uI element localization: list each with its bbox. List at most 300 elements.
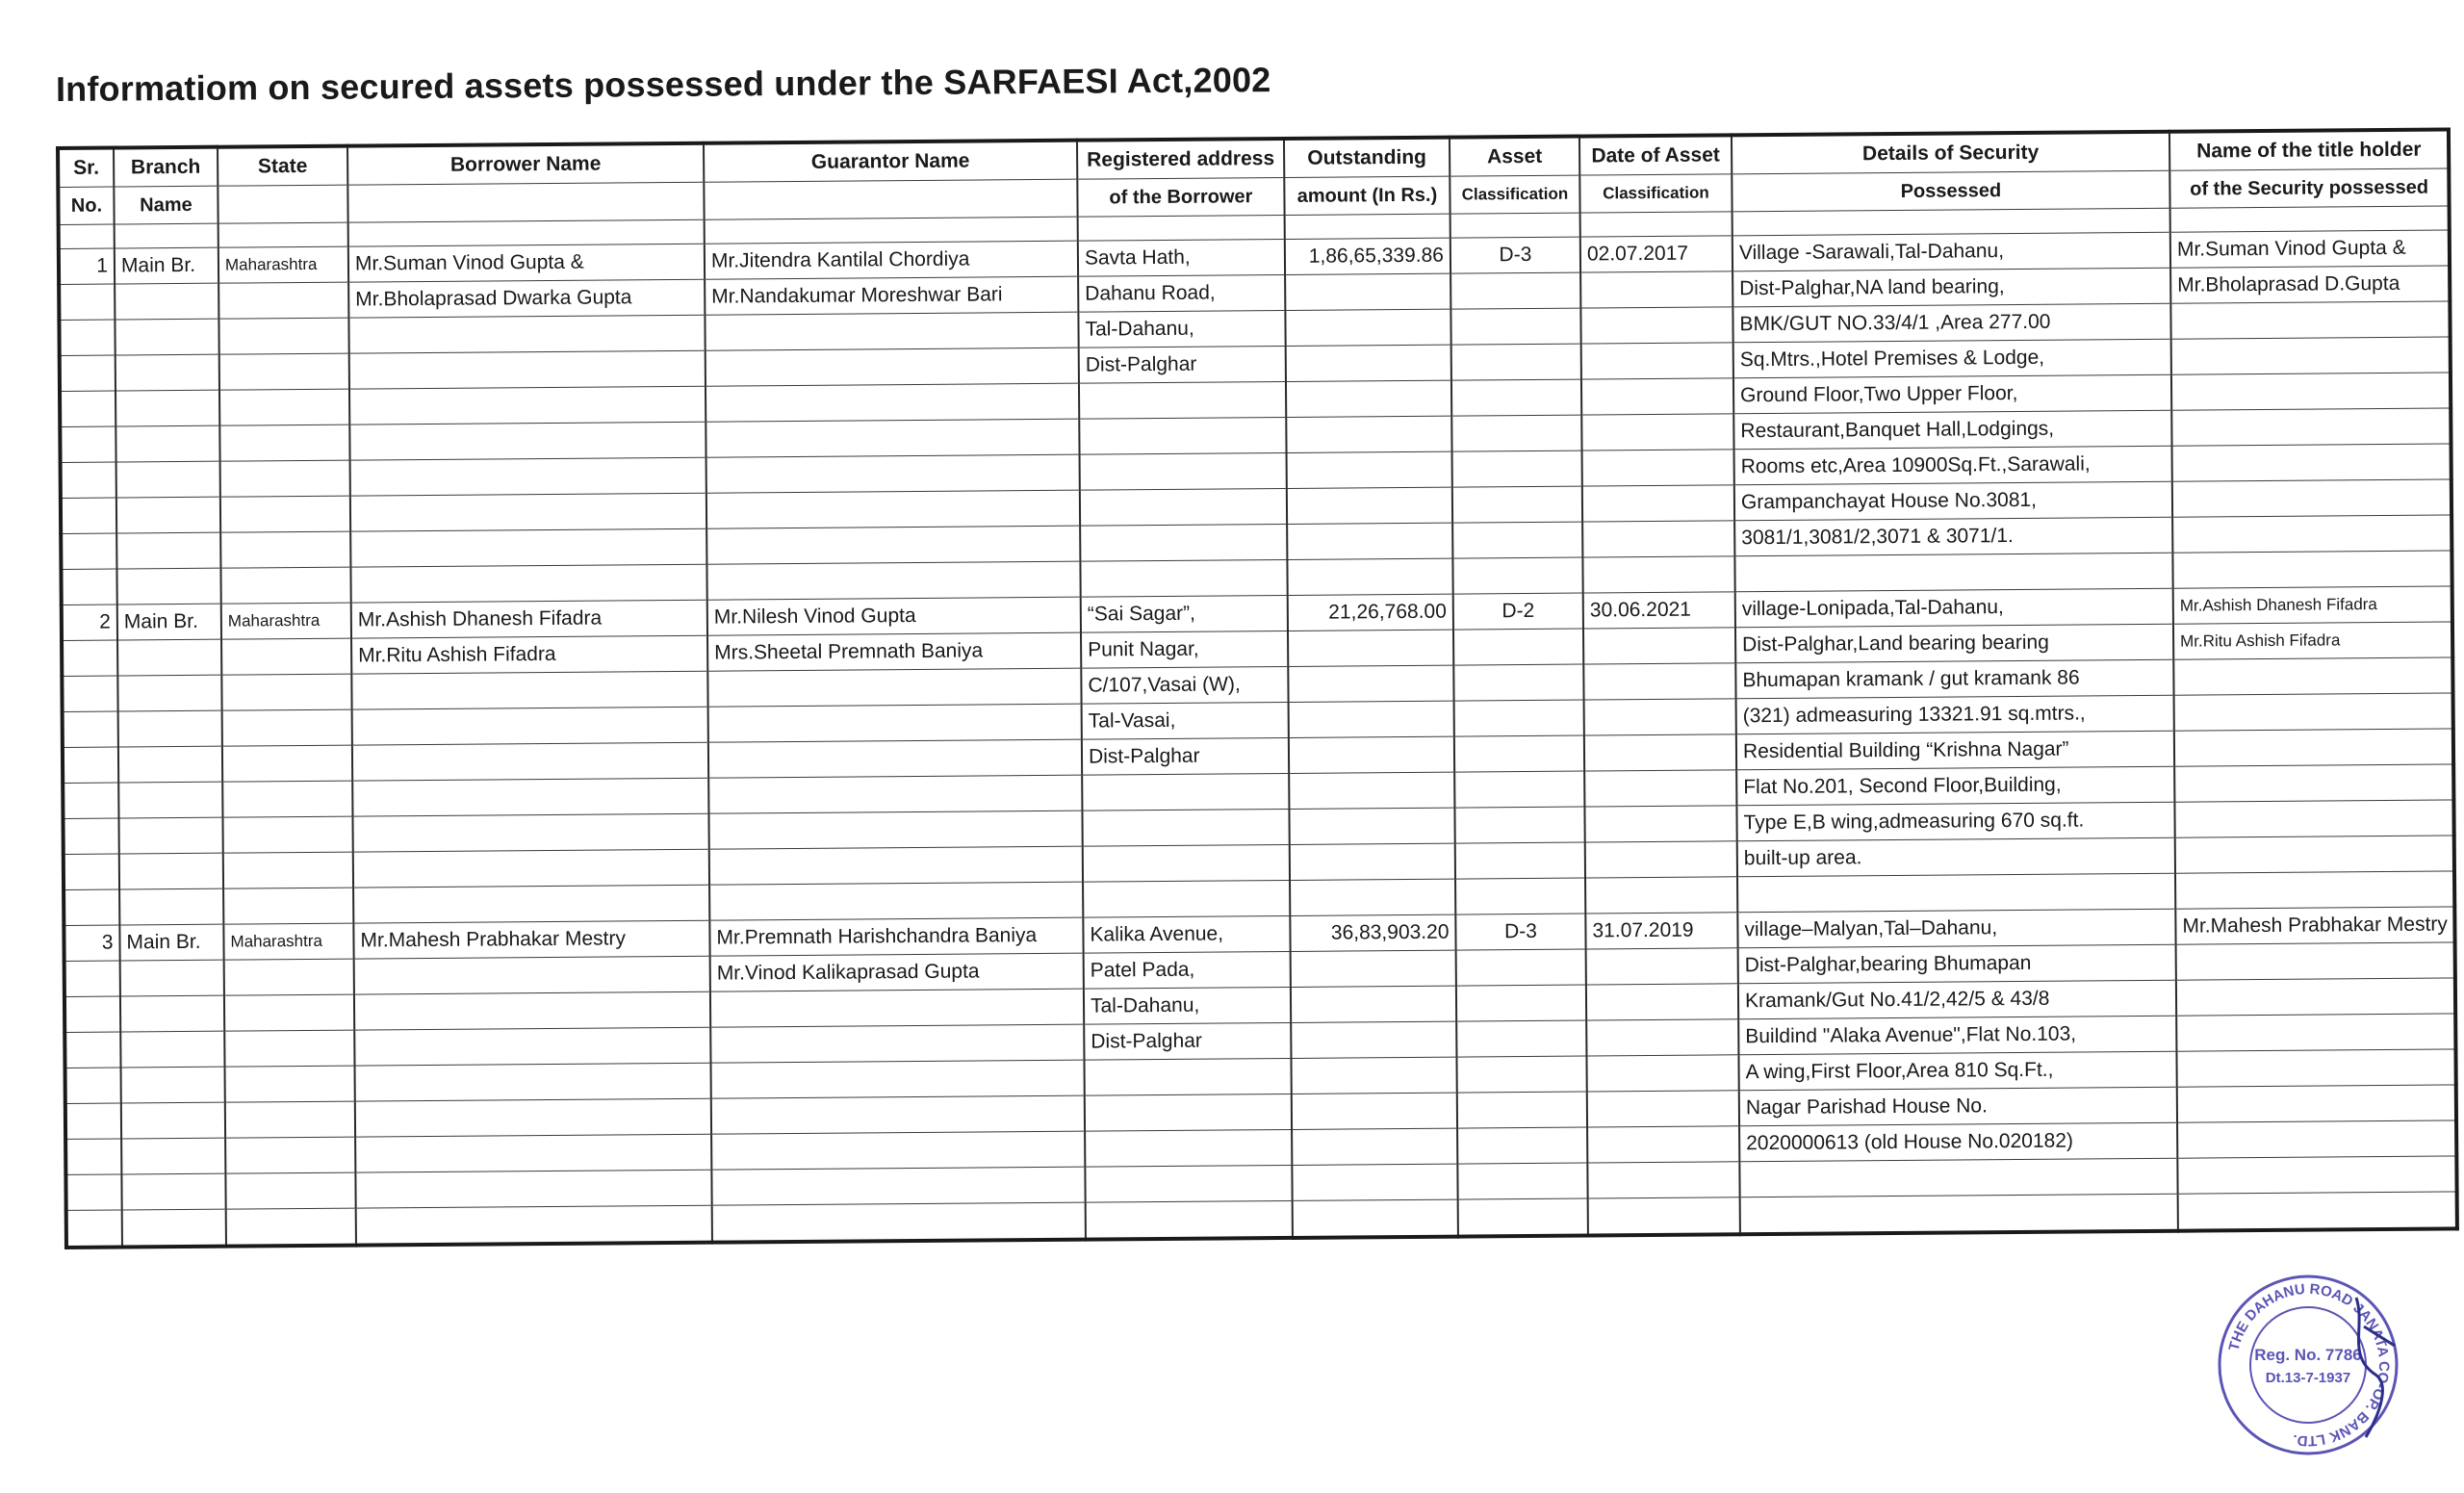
empty-cell [118, 746, 222, 783]
empty-cell [220, 531, 350, 568]
borrower-name-cell [350, 457, 706, 496]
empty-cell [66, 1210, 122, 1248]
empty-cell [119, 853, 223, 889]
security-details-cell: BMK/GUT NO.33/4/1 ,Area 277.00 [1732, 303, 2170, 343]
borrower-name-cell [354, 991, 710, 1030]
borrower-name-cell [350, 493, 706, 531]
guarantor-name-cell [706, 454, 1080, 493]
title-holder-cell [2174, 764, 2454, 802]
empty-cell [220, 567, 350, 604]
guarantor-name-cell [711, 1131, 1085, 1170]
empty-cell [222, 816, 352, 853]
empty-cell [65, 1068, 121, 1103]
classification-date-cell: 02.07.2017 [1580, 236, 1732, 272]
empty-cell [1292, 1164, 1457, 1200]
empty-cell [63, 818, 118, 854]
title-holder-cell [2171, 337, 2451, 374]
empty-cell [64, 854, 119, 889]
empty-cell [1454, 807, 1584, 843]
empty-cell [65, 1139, 121, 1174]
branch-cell: Main Br. [117, 604, 221, 640]
title-holder-cell: Mr.Mahesh Prabhakar Mestry [2175, 907, 2455, 944]
empty-cell [221, 674, 351, 710]
empty-cell [1739, 1158, 2177, 1197]
guarantor-name-cell: Mr.Vinod Kalikaprasad Gupta [710, 953, 1084, 991]
borrower-name-cell [351, 671, 707, 709]
page-title: Informatiom on secured assets possessed under the SARFAESI Act,2002 [55, 60, 1271, 109]
asset-classification-cell: D-2 [1453, 593, 1583, 630]
security-details-cell: Dist-Palghar,NA land bearing, [1732, 268, 2170, 307]
guarantor-name-cell [708, 704, 1082, 742]
title-holder-cell [2176, 942, 2456, 980]
borrower-name-cell [354, 1027, 710, 1066]
registered-address-cell: Tal-Vasai, [1082, 702, 1289, 739]
security-details-cell: 2020000613 (old House No.020182) [1739, 1122, 2177, 1162]
empty-cell [1737, 873, 2175, 913]
empty-cell [59, 224, 115, 248]
empty-cell [224, 1030, 354, 1067]
registered-address-cell [1085, 1094, 1292, 1131]
title-holder-cell [2174, 729, 2454, 766]
empty-cell [1585, 841, 1737, 878]
empty-cell [116, 461, 220, 498]
column-header [347, 182, 704, 222]
title-holder-cell: Mr.Ritu Ashish Fifadra [2173, 622, 2453, 659]
registered-address-cell [1079, 381, 1286, 419]
empty-cell [222, 709, 352, 746]
guarantor-name-cell: Mr.Premnath Harishchandra Baniya [709, 917, 1083, 956]
empty-cell [116, 390, 219, 426]
column-header [218, 185, 347, 223]
title-holder-cell [2171, 373, 2451, 410]
empty-cell [1582, 556, 1734, 593]
empty-cell [1450, 308, 1580, 345]
empty-cell [222, 781, 352, 817]
registered-address-cell [1084, 1058, 1291, 1095]
column-header: No. [58, 187, 114, 224]
serial-number-cell: 1 [59, 248, 115, 284]
empty-cell [223, 888, 353, 924]
empty-cell [1588, 1197, 1740, 1236]
guarantor-name-cell [710, 1024, 1084, 1063]
empty-cell [1288, 630, 1453, 666]
empty-cell [64, 961, 120, 996]
empty-cell [224, 994, 354, 1031]
empty-cell [1291, 986, 1456, 1022]
borrower-name-cell [349, 386, 706, 425]
seal-date: Dt.13-7-1937 [2265, 1370, 2351, 1386]
column-header: Registered address [1077, 139, 1284, 179]
empty-cell [1584, 699, 1736, 735]
empty-cell [709, 882, 1083, 920]
column-header: of the Borrower [1077, 177, 1284, 217]
title-holder-cell [2172, 515, 2452, 553]
empty-cell [1454, 771, 1584, 808]
empty-cell [62, 640, 117, 676]
title-holder-cell [2175, 836, 2455, 873]
empty-cell [118, 817, 222, 854]
empty-cell [116, 425, 219, 462]
empty-cell [64, 889, 119, 925]
title-holder-cell [2172, 479, 2452, 517]
registered-address-cell [1082, 773, 1289, 811]
guarantor-name-cell [706, 383, 1079, 422]
empty-cell [705, 217, 1078, 244]
guarantor-name-cell [710, 989, 1084, 1027]
branch-cell: Main Br. [115, 247, 218, 284]
empty-cell [1581, 343, 1733, 379]
registered-address-cell: Savta Hath, [1078, 239, 1285, 276]
empty-cell [120, 960, 224, 996]
registered-address-cell: Dist-Palghar [1079, 346, 1286, 383]
empty-cell [1289, 772, 1454, 809]
borrower-name-cell [352, 813, 708, 852]
security-details-cell: built-up area. [1737, 837, 2175, 877]
column-header: Possessed [1732, 170, 2169, 212]
empty-cell [1581, 378, 1733, 415]
empty-cell [1587, 1126, 1739, 1163]
security-details-cell: A wing,First Floor,Area 810 Sq.Ft., [1738, 1051, 2176, 1091]
asset-classification-cell: D-3 [1450, 237, 1580, 273]
empty-cell [225, 1101, 355, 1138]
empty-cell [225, 1066, 355, 1102]
guarantor-name-cell: Mr.Nandakumar Moreshwar Bari [705, 276, 1078, 315]
empty-cell [706, 561, 1080, 600]
empty-cell [220, 460, 350, 497]
column-header: State [218, 146, 347, 187]
empty-cell [222, 745, 352, 782]
empty-cell [1456, 949, 1586, 986]
empty-cell [223, 852, 353, 888]
empty-cell [1586, 1055, 1738, 1092]
security-details-cell: Nagar Parishad House No. [1739, 1087, 2177, 1126]
empty-cell [1291, 950, 1456, 987]
title-holder-cell: Mr.Ashish Dhanesh Fifadra [2173, 586, 2453, 624]
empty-cell [1455, 878, 1585, 914]
security-details-cell: village-Lonipada,Tal-Dahanu, [1735, 588, 2173, 628]
guarantor-name-cell [706, 490, 1080, 528]
security-details-cell: Sq.Mtrs.,Hotel Premises & Lodge, [1733, 339, 2171, 378]
empty-cell [1454, 700, 1584, 736]
outstanding-amount-cell: 21,26,768.00 [1288, 594, 1453, 631]
asset-classification-cell: D-3 [1455, 914, 1585, 950]
security-details-cell: Residential Building “Krishna Nagar” [1736, 731, 2174, 770]
empty-cell [60, 426, 116, 462]
empty-cell [1586, 1019, 1738, 1056]
security-details-cell: Buildind "Alaka Avenue",Flat No.103, [1738, 1016, 2176, 1055]
empty-cell [1080, 559, 1287, 597]
empty-cell [64, 1032, 120, 1068]
outstanding-amount-cell: 1,86,65,339.86 [1285, 238, 1450, 274]
state-cell: Maharashtra [221, 603, 351, 639]
empty-cell [1734, 553, 2172, 592]
empty-cell [224, 959, 354, 995]
security-details-cell: Bhumapan kramank / gut kramank 86 [1735, 659, 2173, 699]
empty-cell [1582, 521, 1734, 557]
title-holder-cell [2176, 1014, 2456, 1051]
security-details-cell: Kramank/Gut No.41/2,42/5 & 43/8 [1738, 980, 2176, 1019]
empty-cell [219, 353, 349, 390]
empty-cell [61, 533, 116, 569]
empty-cell [1583, 663, 1735, 700]
empty-cell [60, 355, 116, 391]
guarantor-name-cell: Mrs.Sheetal Premnath Baniya [707, 632, 1081, 671]
empty-cell [1287, 487, 1452, 524]
borrower-name-cell [355, 1063, 711, 1101]
guarantor-name-cell [709, 846, 1083, 885]
empty-cell [1078, 215, 1285, 241]
empty-cell [1287, 451, 1452, 488]
borrower-name-cell: Mr.Mahesh Prabhakar Mestry [353, 920, 709, 959]
title-holder-cell [2174, 693, 2454, 731]
security-details-cell: Restaurant,Banquet Hall,Lodgings, [1733, 410, 2171, 450]
empty-cell [1586, 984, 1738, 1020]
empty-cell [65, 1174, 121, 1210]
empty-cell [348, 219, 705, 246]
security-details-cell: Grampanchayat House No.3081, [1734, 481, 2172, 521]
empty-cell [218, 222, 348, 247]
empty-cell [1292, 1093, 1457, 1129]
guarantor-name-cell [706, 526, 1080, 564]
empty-cell [121, 1173, 225, 1210]
empty-cell [1456, 985, 1586, 1021]
title-holder-cell [2172, 444, 2452, 481]
title-holder-cell: Mr.Bholaprasad D.Gupta [2170, 266, 2451, 303]
empty-cell [1582, 485, 1734, 522]
borrower-name-cell: Mr.Ritu Ashish Fifadra [351, 635, 707, 674]
empty-cell [116, 532, 220, 569]
empty-cell [1456, 1056, 1586, 1093]
empty-cell [120, 995, 224, 1032]
empty-cell [61, 462, 116, 498]
security-details-cell: 3081/1,3081/2,3071 & 3071/1. [1734, 517, 2172, 556]
borrower-name-cell [352, 742, 708, 781]
column-header: Classification [1579, 174, 1732, 213]
empty-cell [1287, 523, 1452, 559]
security-details-cell: Rooms etc,Area 10900Sq.Ft.,Sarawali, [1734, 446, 2172, 485]
empty-cell [1582, 450, 1734, 486]
guarantor-name-cell [708, 811, 1082, 849]
empty-cell [121, 1067, 225, 1103]
borrower-name-cell [349, 422, 706, 460]
empty-cell [120, 1031, 224, 1068]
empty-cell [1083, 880, 1290, 917]
title-holder-cell [2170, 301, 2451, 339]
borrower-name-cell [352, 707, 708, 745]
column-header: Name [114, 186, 218, 224]
empty-cell [1285, 273, 1450, 310]
security-details-cell: Dist-Palghar,bearing Bhumapan [1738, 944, 2176, 984]
empty-cell [356, 1205, 712, 1245]
empty-cell [220, 496, 350, 532]
empty-cell [1584, 734, 1736, 771]
empty-cell [355, 1170, 711, 1208]
empty-cell [1581, 414, 1733, 450]
empty-cell [118, 710, 222, 747]
empty-cell [60, 391, 116, 426]
empty-cell [61, 569, 116, 605]
empty-cell [115, 283, 218, 320]
empty-cell [1290, 879, 1455, 915]
empty-cell [1584, 806, 1736, 842]
empty-cell [1293, 1199, 1458, 1238]
empty-cell [1453, 629, 1583, 665]
empty-cell [1585, 877, 1737, 914]
empty-cell [1285, 214, 1450, 239]
guarantor-name-cell: Mr.Nilesh Vinod Gupta [707, 597, 1081, 635]
registered-address-cell: Punit Nagar, [1081, 631, 1288, 668]
guarantor-name-cell [711, 1095, 1085, 1134]
empty-cell [1457, 1127, 1587, 1164]
empty-cell [221, 638, 351, 675]
registered-address-cell: Tal-Dahanu, [1084, 987, 1291, 1024]
empty-cell [1580, 271, 1732, 308]
column-header: Guarantor Name [704, 141, 1077, 183]
empty-cell [2178, 1192, 2458, 1231]
column-header: Outstanding [1284, 138, 1450, 178]
serial-number-cell: 3 [64, 925, 119, 961]
state-cell: Maharashtra [223, 923, 353, 960]
empty-cell [1452, 557, 1582, 594]
title-holder-cell [2177, 1085, 2457, 1122]
empty-cell [711, 1167, 1085, 1205]
empty-cell [1291, 1021, 1456, 1058]
state-cell: Maharashtra [218, 246, 348, 283]
classification-date-cell: 30.06.2021 [1583, 592, 1735, 629]
column-header: Classification [1450, 175, 1579, 214]
guarantor-name-cell [710, 1060, 1084, 1098]
registered-address-cell [1085, 1129, 1292, 1167]
empty-cell [115, 223, 218, 248]
empty-cell [1451, 344, 1581, 380]
bank-seal-stamp [2212, 1269, 2404, 1461]
empty-cell [62, 676, 117, 711]
registered-address-cell [1082, 809, 1289, 846]
empty-cell [1453, 664, 1583, 701]
registered-address-cell: C/107,Vasai (W), [1081, 666, 1288, 704]
registered-address-cell: Kalika Avenue, [1083, 915, 1290, 953]
registered-address-cell [1083, 844, 1290, 882]
empty-cell [1289, 808, 1454, 844]
empty-cell [1586, 948, 1738, 985]
empty-cell [1452, 522, 1582, 558]
assets-table [56, 127, 2459, 1249]
empty-cell [63, 783, 118, 818]
registered-address-cell [1080, 452, 1287, 490]
empty-cell [1450, 272, 1580, 309]
title-holder-cell [2176, 1049, 2456, 1087]
column-header: Branch [114, 147, 218, 187]
outstanding-amount-cell: 36,83,903.20 [1290, 914, 1455, 951]
column-header: Date of Asset [1579, 135, 1732, 175]
serial-number-cell: 2 [62, 605, 117, 640]
empty-cell [63, 711, 118, 747]
borrower-name-cell [355, 1098, 711, 1137]
empty-cell [1292, 1128, 1457, 1165]
empty-cell [2175, 871, 2455, 909]
empty-cell [1290, 843, 1455, 880]
empty-cell [1286, 416, 1451, 452]
empty-cell [1086, 1200, 1293, 1239]
empty-cell [117, 675, 221, 711]
empty-cell [1740, 1194, 2178, 1234]
guarantor-name-cell [707, 668, 1081, 707]
empty-cell [118, 782, 222, 818]
empty-cell [115, 319, 218, 355]
registered-address-cell: Dist-Palghar [1084, 1022, 1291, 1060]
empty-cell [1454, 735, 1584, 772]
empty-cell [1452, 486, 1582, 523]
guarantor-name-cell [705, 312, 1078, 350]
empty-cell [121, 1102, 225, 1139]
title-holder-cell [2174, 800, 2454, 837]
empty-cell [1285, 309, 1450, 346]
empty-cell [1289, 736, 1454, 773]
assets-table-container [56, 127, 2459, 1249]
title-holder-cell [2177, 1120, 2457, 1158]
classification-date-cell: 31.07.2019 [1585, 913, 1737, 949]
seal-ring-text: THE DAHANU ROAD JANATA CO-OP. BANK LTD. [2225, 1280, 2393, 1450]
empty-cell [116, 568, 220, 605]
borrower-name-cell: Mr.Bholaprasad Dwarka Gupta [348, 279, 705, 318]
empty-cell [1580, 307, 1732, 344]
borrower-name-cell [353, 849, 709, 888]
empty-cell [1288, 665, 1453, 702]
empty-cell [2172, 551, 2452, 588]
empty-cell [122, 1209, 226, 1247]
borrower-name-cell [354, 956, 710, 994]
empty-cell [1587, 1162, 1739, 1198]
branch-cell: Main Br. [119, 924, 223, 961]
empty-cell [225, 1172, 355, 1209]
guarantor-name-cell [706, 419, 1079, 457]
guarantor-name-cell [708, 775, 1082, 813]
borrower-name-cell [350, 528, 706, 567]
empty-cell [1458, 1198, 1588, 1237]
column-header: of the Security possessed [2169, 168, 2450, 208]
registered-address-cell: Tal-Dahanu, [1078, 310, 1285, 348]
column-header: Details of Security [1732, 132, 2169, 174]
empty-cell [219, 425, 349, 461]
empty-cell [1452, 450, 1582, 487]
title-holder-cell [2176, 978, 2456, 1016]
borrower-name-cell: Mr.Suman Vinod Gupta & [348, 244, 705, 282]
empty-cell [1457, 1092, 1587, 1128]
empty-cell [121, 1138, 225, 1174]
empty-cell [218, 318, 348, 354]
empty-cell [2177, 1156, 2457, 1194]
security-details-cell: Ground Floor,Two Upper Floor, [1733, 374, 2171, 414]
empty-cell [116, 354, 219, 391]
registered-address-cell: Dist-Palghar [1082, 737, 1289, 775]
title-holder-cell: Mr.Suman Vinod Gupta & [2170, 230, 2451, 268]
empty-cell [218, 282, 348, 319]
empty-cell [64, 996, 120, 1032]
empty-cell [1085, 1165, 1292, 1202]
empty-cell [1286, 380, 1451, 417]
empty-cell [63, 747, 118, 783]
borrower-name-cell: Mr.Ashish Dhanesh Fifadra [351, 600, 707, 638]
borrower-name-cell [352, 778, 708, 816]
column-header: Asset [1450, 137, 1579, 177]
empty-cell [1286, 345, 1451, 381]
empty-cell [1457, 1163, 1587, 1199]
empty-cell [353, 885, 709, 923]
empty-cell [1291, 1057, 1456, 1094]
empty-cell [1289, 701, 1454, 737]
empty-cell [1455, 842, 1585, 879]
registered-address-cell: “Sai Sagar”, [1081, 595, 1288, 632]
